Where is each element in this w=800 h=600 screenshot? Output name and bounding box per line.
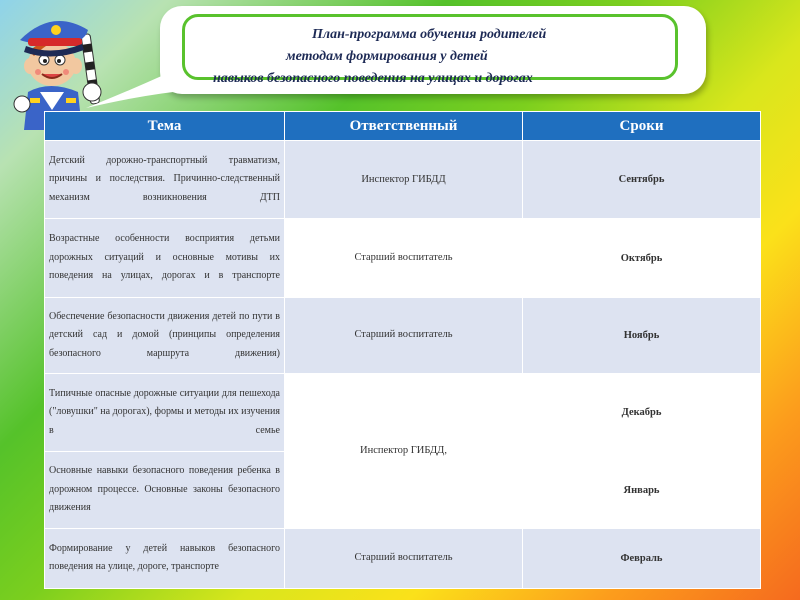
table-row [45, 141, 761, 219]
column-header-topic: Тема [45, 112, 285, 141]
responsible-cell: Старший воспитатель [285, 297, 523, 373]
topic-cell: Типичные опасные дорожные ситуации для пешехода ("ловушки" на дорогах), формы и методы их изучения в семье [45, 374, 285, 452]
plan-table [44, 111, 761, 589]
table-row [45, 528, 761, 588]
topic-cell: Формирование у детей навыков безопасного поведения на улице, дороге, транспорте [45, 528, 285, 588]
column-header-term: Сроки [523, 112, 761, 141]
responsible-cell: Старший воспитатель [285, 219, 523, 297]
table-header-row [45, 112, 761, 141]
term-cell: Декабрь [523, 374, 761, 452]
term-cell: Январь [523, 452, 761, 528]
column-header-responsible: Ответственный [285, 112, 523, 141]
topic-cell: Обеспечение безопасности движения детей по пути в детский сад и домой (принципы определения безопасного маршрута движения) [45, 297, 285, 373]
speech-bubble-tail [86, 72, 196, 112]
responsible-cell: Старший воспитатель [285, 528, 523, 588]
responsible-cell: Инспектор ГИБДД [285, 141, 523, 219]
responsible-cell: Инспектор ГИБДД, [285, 374, 523, 529]
term-cell: Октябрь [523, 219, 761, 297]
table-row [45, 297, 761, 373]
term-cell: Сентябрь [523, 141, 761, 219]
page-title-line-2: методам формирования у детей [286, 49, 488, 64]
page-title-line-1: План-программа обучения родителей [312, 27, 547, 42]
topic-cell: Основные навыки безопасного поведения ребенка в дорожном процессе. Основные законы безопасного движения [45, 452, 285, 528]
table-row [45, 219, 761, 297]
table-row [45, 374, 761, 452]
term-cell: Ноябрь [523, 297, 761, 373]
page-title-line-3: навыков безопасного поведения на улицах и дорогах [213, 71, 533, 86]
topic-cell: Возрастные особенности восприятия детьми дорожных ситуаций и основные мотивы их поведения на улицах, дорогах и в транспорте [45, 219, 285, 297]
term-cell: Февраль [523, 528, 761, 588]
topic-cell: Детский дорожно-транспортный травматизм, причины и последствия. Причинно-следственный механизм возникновения ДТП [45, 141, 285, 219]
